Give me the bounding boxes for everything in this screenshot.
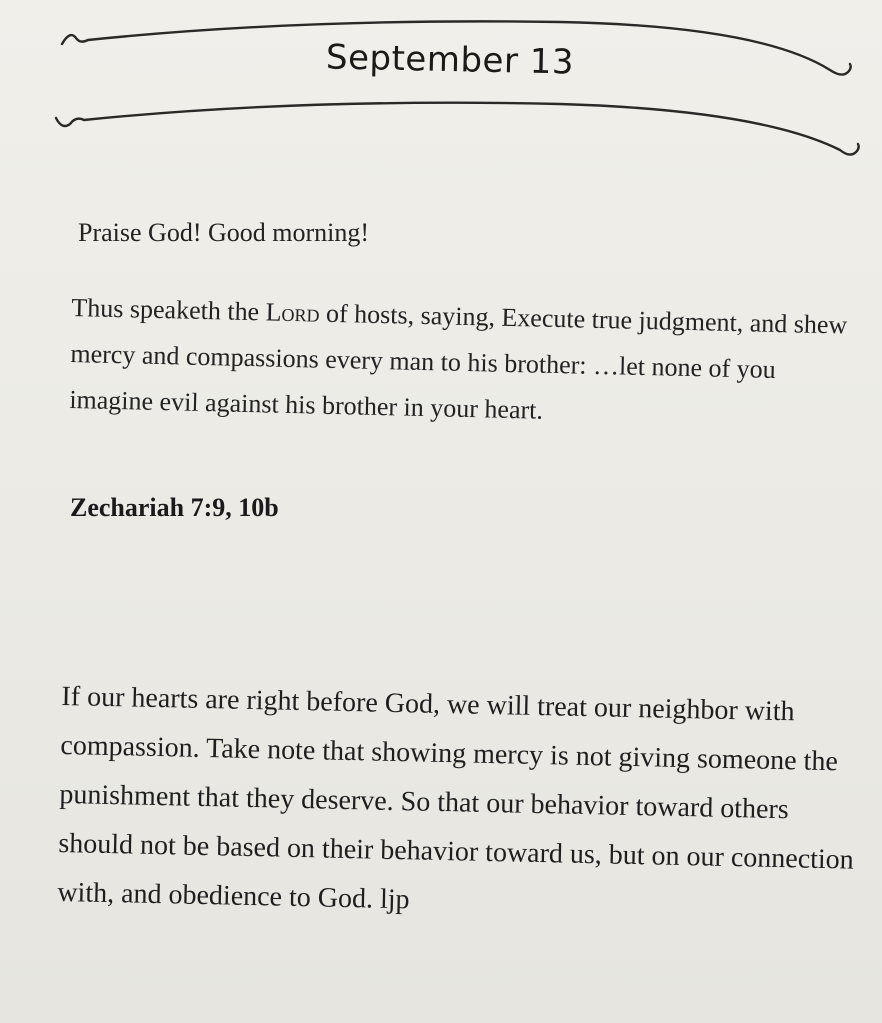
verse-text-start: Thus speaketh the: [71, 292, 267, 327]
reflection-paragraph: If our hearts are right before God, we will treat our neighbor with compassion. Take note that showing mercy is not giving someone the punishment that they deserve. So that our behavior toward others should not be based on their behavior toward us, but on our connection with, and obedience to God. ljp: [57, 680, 855, 916]
date-banner: [0, 0, 882, 175]
scripture-reference: Zechariah 7:9, 10b: [70, 493, 279, 522]
date-title: September 13: [325, 37, 575, 83]
verse-lord: Lord: [265, 297, 320, 328]
scripture-verse: [69, 285, 857, 441]
greeting-text: Praise God! Good morning!: [78, 218, 370, 247]
banner-ornament: [0, 0, 882, 175]
verse-text-end: of hosts, saying, Execute true judgment, and shew mercy and compassions every man to his brother: …let none of you imagine evil against his brother in your heart.: [69, 298, 848, 425]
